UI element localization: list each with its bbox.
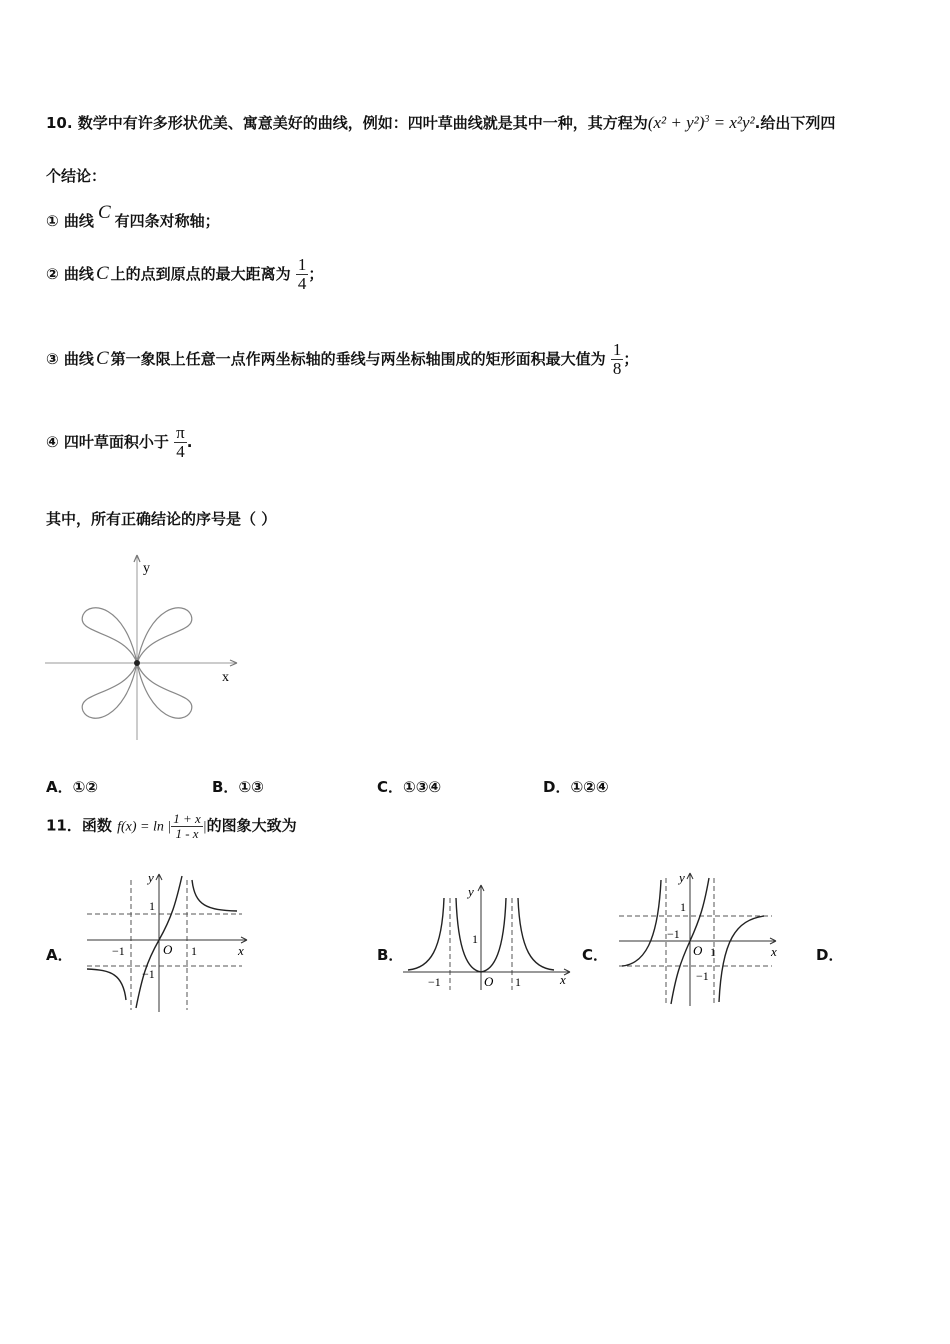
- statement-4-fraction: [174, 424, 187, 461]
- fraction-numerator: 1: [297, 255, 307, 274]
- q11-suffix: 的图象大致为: [206, 816, 297, 835]
- tick-one: 1: [710, 945, 716, 959]
- q11-function: f(x) = ln |: [117, 819, 172, 835]
- option-a-label: A．: [46, 778, 73, 796]
- y-axis-label: y: [143, 561, 150, 576]
- statement-2-text: 上的点到原点的最大距离为: [110, 264, 291, 283]
- fraction-numerator: 1 + x: [173, 811, 201, 826]
- tick-neg-one: −1: [428, 975, 441, 989]
- graph-c-label[interactable]: C．: [582, 946, 609, 964]
- equation-rhs: = x²y²: [709, 113, 755, 132]
- graph-a[interactable]: [82, 868, 254, 1014]
- tick-neg-one: −1: [112, 944, 125, 958]
- statement-1-text: 有四条对称轴；: [114, 212, 220, 230]
- tick-one: 1: [191, 944, 197, 958]
- statement-4-end: .: [186, 432, 193, 451]
- statement-2-variable: C: [95, 262, 109, 284]
- equation-exponent: 3: [704, 114, 710, 125]
- q11-prefix: 11．函数: [46, 816, 112, 835]
- x-axis-label: x: [222, 670, 229, 685]
- clover-leaf: [137, 663, 192, 718]
- q11-abs-close: |: [202, 819, 207, 835]
- clover-leaf: [137, 608, 192, 663]
- four-leaf-clover-figure: [40, 550, 250, 750]
- statement-2-prefix: ② 曲线: [46, 264, 94, 283]
- option-d-label: D．: [543, 778, 571, 796]
- q11-line: [46, 812, 297, 840]
- fraction-numerator: 1: [612, 340, 622, 359]
- statement-3: [46, 341, 638, 378]
- statement-1-prefix: ① 曲线: [46, 212, 94, 230]
- q10-intro-continued: 个结论：: [46, 167, 107, 185]
- option-b-label: B．: [212, 778, 239, 796]
- option-b[interactable]: [212, 776, 264, 797]
- statement-3-text: 第一象限上任意一点作两坐标轴的垂线与两坐标轴围成的矩形面积最大值为: [110, 349, 606, 368]
- option-b-text: ①③: [238, 778, 264, 796]
- statement-3-prefix: ③ 曲线: [46, 349, 94, 368]
- clover-leaf: [82, 663, 137, 718]
- statement-2-end: ；: [308, 264, 324, 283]
- tick-neg-one: −1: [667, 927, 680, 941]
- graph-c[interactable]: [614, 868, 784, 1008]
- fraction-numerator: π: [176, 423, 185, 442]
- q10-question: 其中，所有正确结论的序号是（ ）: [46, 510, 277, 528]
- option-d-text: ①②④: [570, 778, 609, 796]
- y-label: y: [679, 870, 685, 885]
- q10-intro-tail: .给出下列四: [754, 114, 836, 132]
- origin-label: O: [163, 942, 173, 957]
- origin-point: [134, 660, 140, 666]
- x-label: x: [238, 943, 244, 958]
- q10-intro-text: 10. 数学中有许多形状优美、寓意美好的曲线，例如：四叶草曲线就是其中一种，其方程为: [46, 114, 648, 132]
- clover-leaf: [82, 608, 137, 663]
- tick-one-y: 1: [149, 899, 155, 913]
- option-c-label: C．: [377, 778, 404, 796]
- statement-4-text: ④ 四叶草面积小于: [46, 432, 169, 451]
- tick-one: 1: [515, 975, 521, 989]
- x-label: x: [771, 944, 777, 959]
- graph-b[interactable]: [398, 880, 578, 992]
- fraction-denominator: 4: [174, 442, 187, 461]
- statement-4: [46, 424, 192, 461]
- statement-1: [46, 202, 220, 232]
- statement-3-end: ；: [623, 349, 639, 368]
- statement-1-variable: C: [97, 202, 111, 223]
- fraction-denominator: 1 - x: [171, 826, 203, 841]
- statement-2: [46, 256, 323, 293]
- origin-label: O: [484, 974, 494, 989]
- statement-3-variable: C: [95, 347, 109, 369]
- option-c[interactable]: [377, 776, 441, 797]
- tick-one-y: 1: [680, 900, 686, 914]
- option-a[interactable]: [46, 776, 98, 797]
- statement-2-fraction: [296, 256, 309, 293]
- graph-b-label[interactable]: B．: [377, 946, 404, 964]
- fraction-denominator: 4: [297, 273, 307, 293]
- tick-neg-one-y: −1: [696, 969, 709, 983]
- origin-label: O: [693, 943, 703, 958]
- tick-one-y: 1: [472, 932, 478, 946]
- statement-3-fraction: [611, 341, 624, 378]
- x-label: x: [560, 972, 566, 987]
- q10-intro-line: [46, 112, 835, 133]
- graph-d-label[interactable]: D．: [816, 946, 844, 964]
- option-d[interactable]: [543, 776, 609, 797]
- equation-base: (x² + y²): [647, 113, 705, 132]
- fraction-denominator: 8: [612, 358, 622, 378]
- tick-neg-one-y: −1: [142, 967, 155, 981]
- y-label: y: [468, 884, 474, 899]
- y-label: y: [148, 870, 154, 885]
- option-a-text: ①②: [72, 778, 99, 796]
- q11-fraction: [171, 812, 203, 840]
- graph-a-label[interactable]: A．: [46, 946, 73, 964]
- option-c-text: ①③④: [403, 778, 442, 796]
